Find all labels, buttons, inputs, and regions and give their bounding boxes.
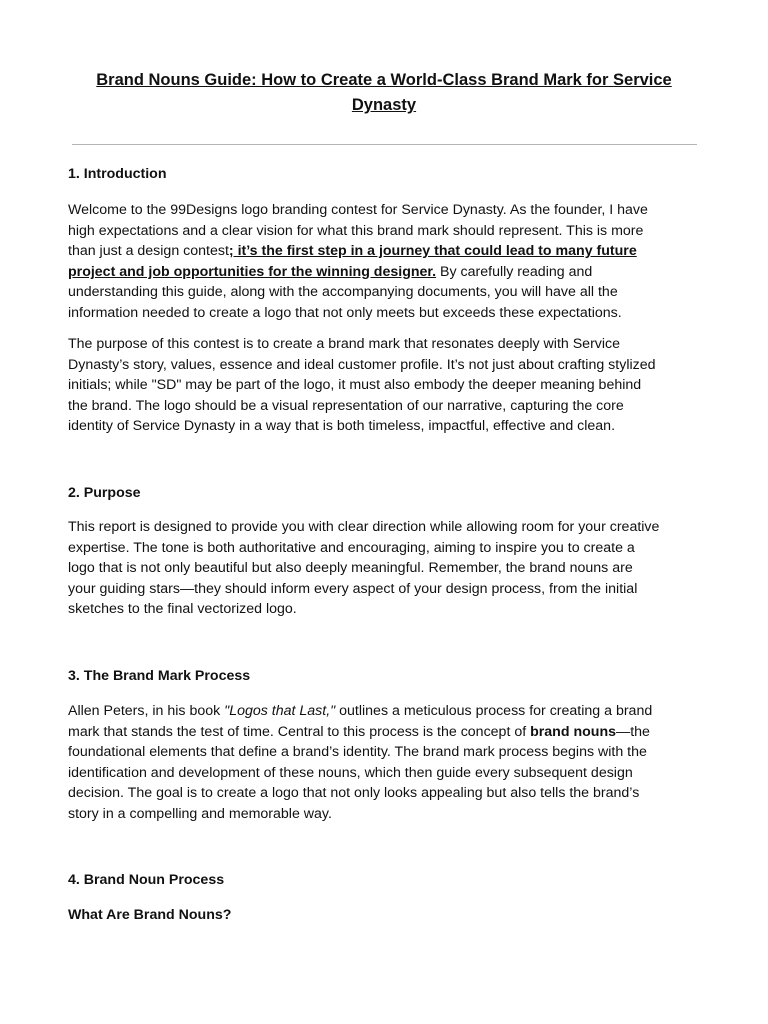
text-line: your guiding stars—they should inform every aspect of your design process, from the initial (68, 580, 638, 597)
text-line: Dynasty’s story, values, essence and ideal customer profile. It’s not just about crafting stylized (68, 356, 656, 373)
text-line: Allen Peters, in his book (68, 703, 225, 719)
emphasized-text: project and job opportunities for the winning designer. (68, 263, 437, 280)
text-line: high expectations and a clear vision for what this brand mark should represent. This is more (68, 222, 644, 239)
text-line: understanding this guide, along with the accompanying documents, you will have all the (68, 284, 618, 301)
text-line: information needed to create a logo that not only meets but exceeds these expectations. (68, 304, 622, 321)
brand-mark-process-paragraph (68, 701, 708, 825)
document-title (60, 68, 708, 118)
title-line-2: Dynasty (351, 96, 417, 114)
text-line: mark that stands the test of time. Central to this process is the concept of (68, 723, 531, 740)
text-line: identity of Service Dynasty in a way that is both timeless, impactful, effective and clean. (68, 418, 616, 435)
text-line: Welcome to the 99Designs logo branding contest for Service Dynasty. As the founder, I have (68, 202, 648, 218)
text-line: This report is designed to provide you with clear direction while allowing room for your creative (68, 519, 660, 535)
text-line: logo that is not only beautiful but also deeply meaningful. Remember, the brand nouns are (68, 560, 633, 577)
introduction-paragraph-1 (68, 200, 708, 324)
purpose-paragraph (68, 517, 708, 620)
text-line: story in a compelling and memorable way. (68, 805, 332, 822)
text-line: expertise. The tone is both authoritative and encouraging, aiming to inspire you to create a (68, 539, 635, 556)
text-line: initials; while "SD" may be part of the logo, it must also embody the deeper meaning behind (68, 377, 642, 394)
horizontal-divider (72, 144, 697, 145)
section-heading-introduction: 1. Introduction (68, 166, 167, 182)
text-line: identification and development of these nouns, which then guide every subsequent design (68, 764, 633, 781)
subheading-what-are-brand-nouns: What Are Brand Nouns? (68, 907, 232, 923)
text-line: The purpose of this contest is to create a brand mark that resonates deeply with Service (68, 336, 621, 352)
text-line: sketches to the final vectorized logo. (68, 601, 297, 618)
text-line: foundational elements that define a brand’s identity. The brand mark process begins with the (68, 744, 647, 761)
text-line: —the (616, 723, 650, 740)
emphasized-text: ; it’s the first step in a journey that could lead to many future (228, 243, 637, 260)
title-line-1: Brand Nouns Guide: How to Create a World-Class Brand Mark for Service (96, 71, 672, 89)
text-line: than just a design contest (68, 243, 229, 260)
section-heading-purpose: 2. Purpose (68, 485, 141, 501)
book-title: "Logos that Last," (224, 703, 336, 719)
text-line: By carefully reading and (436, 263, 593, 280)
text-line: the brand. The logo should be a visual representation of our narrative, capturing the core (68, 397, 624, 414)
bold-term: brand nouns (530, 723, 617, 740)
section-heading-brand-noun-process: 4. Brand Noun Process (68, 872, 225, 888)
section-heading-brand-mark-process: 3. The Brand Mark Process (68, 668, 251, 684)
introduction-paragraph-2 (68, 334, 708, 437)
text-line: decision. The goal is to create a logo that not only looks appealing but also tells the brand’s (68, 785, 640, 802)
text-line: outlines a meticulous process for creating a brand (335, 703, 653, 719)
